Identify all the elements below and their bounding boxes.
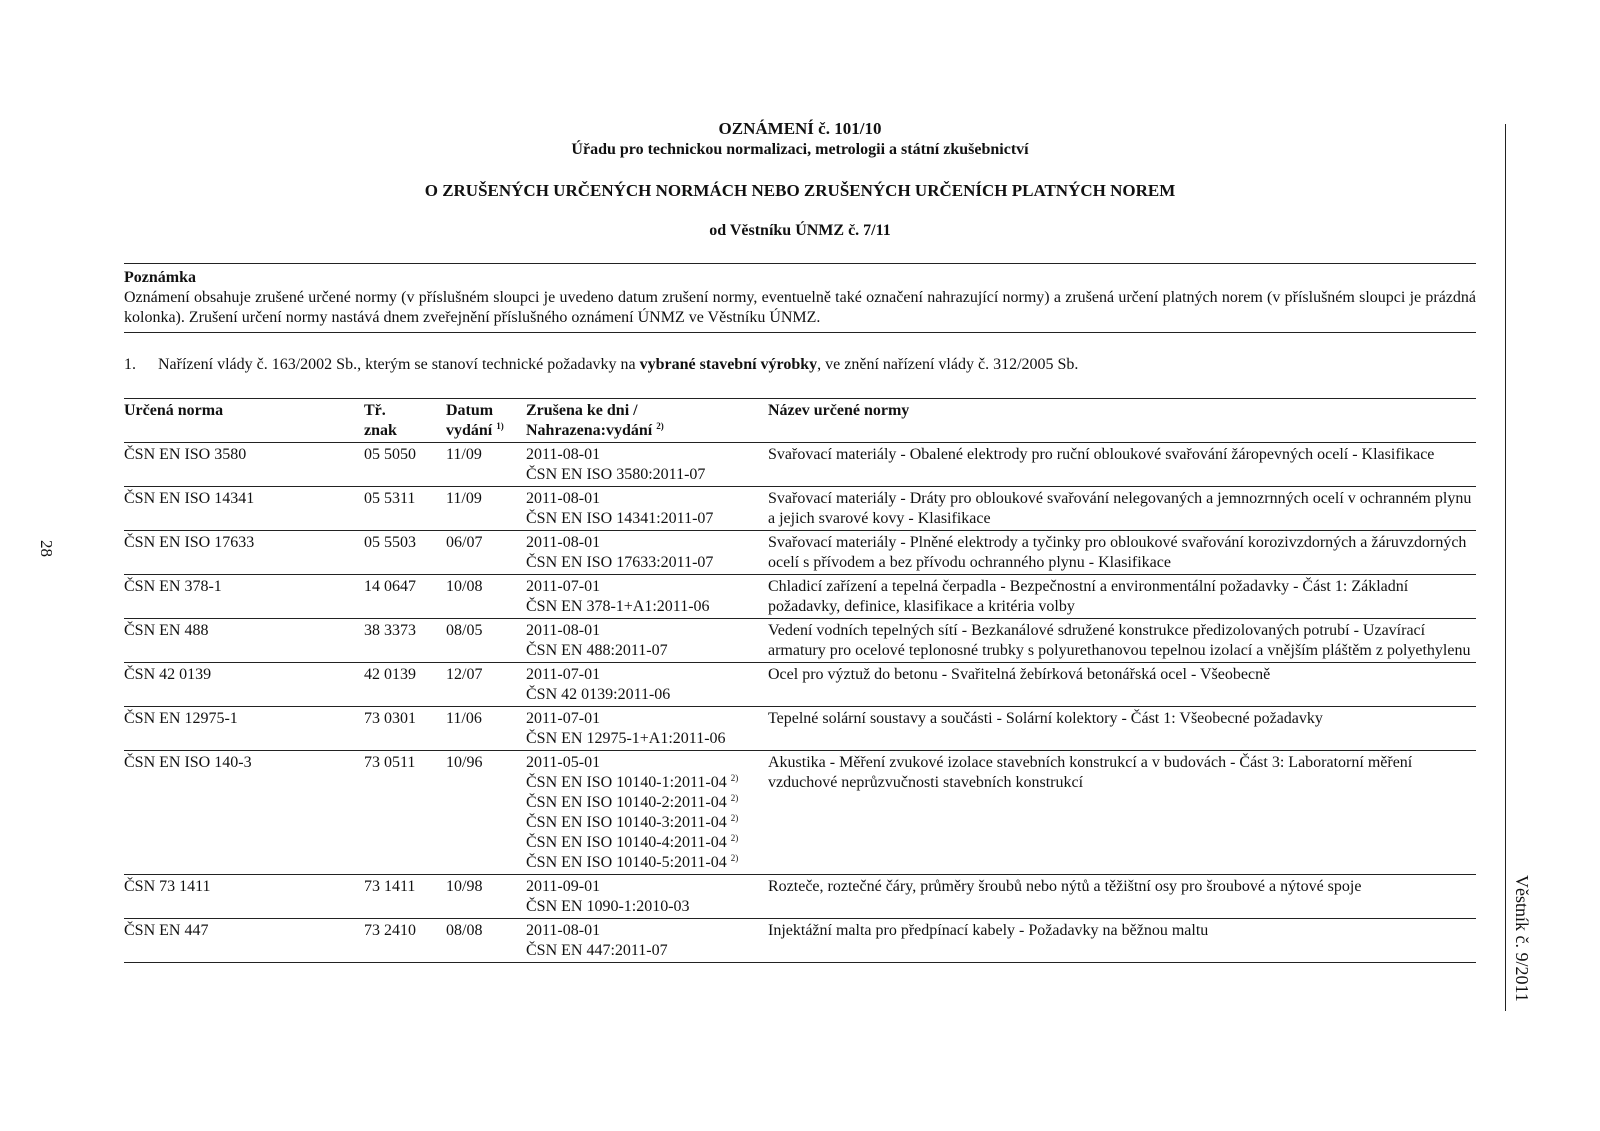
header-nazev: Název určené normy [768, 399, 1476, 443]
replacement-norm: ČSN EN 488:2011-07 [526, 642, 668, 659]
cell-urcena-norma: ČSN EN 488 [124, 619, 364, 663]
cell-datum-vydani: 11/09 [446, 487, 526, 531]
replacement-norm: ČSN EN ISO 10140-3:2011-04 $^{2)}$ [526, 813, 739, 831]
section-text-bold: vybrané stavební výrobky [639, 356, 818, 373]
cell-datum-vydani: 08/05 [446, 619, 526, 663]
replacement-norm: ČSN EN ISO 10140-1:2011-04 $^{2)}$ [526, 773, 739, 791]
cell-nazev: Svařovací materiály - Plněné elektrody a tyčinky pro obloukové svařování korozivzdorných a žáruvzdorných ocelí s přívodem a bez přívodu ochranného plynu - Klasifikace [768, 531, 1476, 575]
cancel-date: 2011-08-01 [526, 622, 601, 639]
cell-datum-vydani: 10/98 [446, 875, 526, 919]
announcement-number: OZNÁMENÍ č. 101/10 [718, 119, 882, 138]
note-text: Oznámení obsahuje zrušené určené normy (v příslušném sloupci je uvedeno datum zrušení normy, eventuelně také označení nahrazující normy) a zrušená určení platných norem (v příslušném sloupci je prázdná kolonka). Zrušení určení normy nastává dnem zveřejnění příslušného oznámení ÚNMZ ve Věstníku ÚNMZ. [124, 289, 1476, 326]
replacement-norm: ČSN EN 378-1+A1:2011-06 [526, 598, 710, 615]
cell-datum-vydani: 11/09 [446, 443, 526, 487]
cell-trida-znak: 05 5311 [364, 487, 446, 531]
cell-trida-znak: 73 0511 [364, 751, 446, 875]
cancel-date: 2011-08-01 [526, 922, 601, 939]
table-body [124, 443, 1476, 963]
cancel-date: 2011-05-01 [526, 754, 601, 771]
cell-nazev: Tepelné solární soustavy a součásti - Solární kolektory - Část 1: Všeobecné požadavky [768, 707, 1476, 751]
table-row [124, 875, 1476, 919]
table-row [124, 751, 1476, 875]
table-header-row [124, 399, 1476, 443]
note-box [124, 263, 1476, 333]
section-text-before: Nařízení vlády č. 163/2002 Sb., kterým se stanoví technické požadavky na [158, 356, 640, 373]
cell-zrusena [526, 619, 768, 663]
replacement-norm: ČSN EN 1090-1:2010-03 [526, 898, 690, 915]
replacement-norm: ČSN EN ISO 10140-4:2011-04 $^{2)}$ [526, 833, 739, 851]
table-row [124, 919, 1476, 963]
cell-zrusena [526, 751, 768, 875]
cell-zrusena [526, 919, 768, 963]
cell-datum-vydani: 11/06 [446, 707, 526, 751]
cell-nazev: Rozteče, roztečné čáry, průměry šroubů nebo nýtů a těžištní osy pro šroubové a nýtové spoje [768, 875, 1476, 919]
replacement-norm: ČSN EN ISO 14341:2011-07 [526, 510, 714, 527]
cell-nazev: Akustika - Měření zvukové izolace stavebních konstrukcí a v budovách - Část 3: Laboratorní měření vzduchové neprůzvučnosti stavebních konstrukcí [768, 751, 1476, 875]
header-zrusena: Zrušena ke dni / Nahrazena:vydání $^{2)}$ [526, 399, 768, 443]
table-row [124, 619, 1476, 663]
cell-zrusena [526, 875, 768, 919]
page-number: 28 [37, 540, 56, 557]
cancel-date: 2011-09-01 [526, 878, 601, 895]
cell-zrusena [526, 575, 768, 619]
cell-urcena-norma: ČSN EN ISO 14341 [124, 487, 364, 531]
cell-datum-vydani: 06/07 [446, 531, 526, 575]
cell-trida-znak: 42 0139 [364, 663, 446, 707]
section-number: 1. [124, 356, 136, 373]
issuing-office: Úřadu pro technickou normalizaci, metrologii a státní zkušebnictví [571, 141, 1029, 158]
section-text-after: , ve znění nařízení vlády č. 312/2005 Sb. [817, 356, 1079, 373]
replacement-norm: ČSN EN 12975-1+A1:2011-06 [526, 730, 726, 747]
table-row [124, 443, 1476, 487]
cancel-date: 2011-08-01 [526, 446, 601, 463]
cell-zrusena [526, 707, 768, 751]
cancel-date: 2011-08-01 [526, 490, 601, 507]
cell-urcena-norma: ČSN EN 378-1 [124, 575, 364, 619]
cell-urcena-norma: ČSN EN 447 [124, 919, 364, 963]
cell-datum-vydani: 12/07 [446, 663, 526, 707]
cell-urcena-norma: ČSN EN 12975-1 [124, 707, 364, 751]
cell-trida-znak: 05 5050 [364, 443, 446, 487]
replacement-norm: ČSN EN ISO 17633:2011-07 [526, 554, 714, 571]
cell-trida-znak: 38 3373 [364, 619, 446, 663]
table-row [124, 707, 1476, 751]
cell-trida-znak: 05 5503 [364, 531, 446, 575]
cell-trida-znak: 73 2410 [364, 919, 446, 963]
cancel-date: 2011-08-01 [526, 534, 601, 551]
header-datum-vydani: Datum vydání $^{1)}$ [446, 399, 526, 443]
header-trida-znak: Tř. znak [364, 399, 446, 443]
replacement-norm: ČSN EN 447:2011-07 [526, 942, 668, 959]
cell-datum-vydani: 10/08 [446, 575, 526, 619]
replacement-norm: ČSN EN ISO 10140-5:2011-04 $^{2)}$ [526, 853, 739, 871]
section-heading [124, 356, 1476, 374]
cell-nazev: Chladicí zařízení a tepelná čerpadla - Bezpečnostní a environmentální požadavky - Část 1: Základní požadavky, definice, klasifikace a kritéria volby [768, 575, 1476, 619]
cell-nazev: Ocel pro výztuž do betonu - Svařitelná žebírková betonářská ocel - Všeobecně [768, 663, 1476, 707]
cell-urcena-norma: ČSN EN ISO 3580 [124, 443, 364, 487]
note-title: Poznámka [124, 269, 196, 286]
cancel-date: 2011-07-01 [526, 710, 601, 727]
cell-urcena-norma: ČSN 42 0139 [124, 663, 364, 707]
cell-urcena-norma: ČSN 73 1411 [124, 875, 364, 919]
cancel-date: 2011-07-01 [526, 666, 601, 683]
cell-zrusena [526, 531, 768, 575]
replacement-norm: ČSN EN ISO 3580:2011-07 [526, 466, 706, 483]
table-row [124, 531, 1476, 575]
cell-zrusena [526, 663, 768, 707]
norms-table [124, 398, 1476, 963]
cell-nazev: Injektážní malta pro předpínací kabely - Požadavky na běžnou maltu [768, 919, 1476, 963]
cell-zrusena [526, 443, 768, 487]
cancel-date: 2011-07-01 [526, 578, 601, 595]
cell-trida-znak: 73 0301 [364, 707, 446, 751]
replacement-norm: ČSN 42 0139:2011-06 [526, 686, 671, 703]
side-running-title: Věstník č. 9/2011 [1512, 875, 1532, 1002]
cell-datum-vydani: 10/96 [446, 751, 526, 875]
cell-trida-znak: 73 1411 [364, 875, 446, 919]
cell-datum-vydani: 08/08 [446, 919, 526, 963]
cell-nazev: Svařovací materiály - Dráty pro obloukové svařování nelegovaných a jemnozrnných ocelí v ochranném plynu a jejich svarové kovy - Klasifikace [768, 487, 1476, 531]
table-row [124, 487, 1476, 531]
table-row [124, 575, 1476, 619]
side-rule [1505, 124, 1506, 1011]
cell-zrusena [526, 487, 768, 531]
announcement-source: od Věstníku ÚNMZ č. 7/11 [709, 222, 891, 239]
cell-trida-znak: 14 0647 [364, 575, 446, 619]
cell-urcena-norma: ČSN EN ISO 140-3 [124, 751, 364, 875]
header-urcena-norma: Určená norma [124, 399, 364, 443]
cell-urcena-norma: ČSN EN ISO 17633 [124, 531, 364, 575]
replacement-norm: ČSN EN ISO 10140-2:2011-04 $^{2)}$ [526, 793, 739, 811]
table-row [124, 663, 1476, 707]
announcement-title: O ZRUŠENÝCH URČENÝCH NORMÁCH NEBO ZRUŠENÝCH URČENÍCH PLATNÝCH NOREM [424, 181, 1176, 200]
cell-nazev: Svařovací materiály - Obalené elektrody pro ruční obloukové svařování žáropevných ocelí - Klasifikace [768, 443, 1476, 487]
cell-nazev: Vedení vodních tepelných sítí - Bezkanálové sdružené konstrukce předizolovaných potrubí - Uzavírací armatury pro ocelové teplonosné trubky s polyurethanovou tepelnou izolací a vnějším pláštěm z polyethylenu [768, 619, 1476, 663]
